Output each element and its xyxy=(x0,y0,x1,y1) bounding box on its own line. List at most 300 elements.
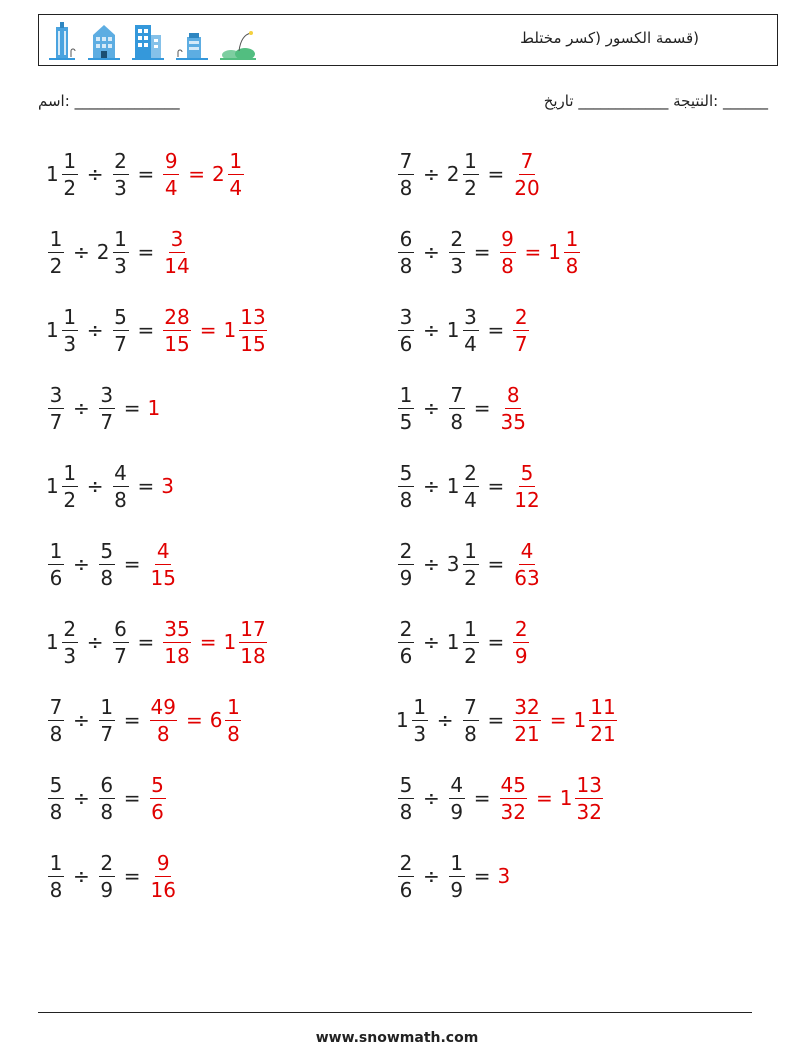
numerator: 1 xyxy=(464,148,477,173)
fraction xyxy=(239,304,266,356)
date-blank[interactable]: ______ xyxy=(723,92,768,110)
numerator: 5 xyxy=(520,460,534,485)
numerator: 1 xyxy=(100,694,114,719)
fraction xyxy=(62,148,78,200)
denominator: 18 xyxy=(240,643,266,668)
whole-number: 1 xyxy=(46,162,59,186)
problem-item xyxy=(46,612,269,672)
whole-number: 2 xyxy=(96,240,110,264)
numerator: 3 xyxy=(100,382,114,407)
fraction xyxy=(99,694,115,746)
numerator: 5 xyxy=(49,772,63,797)
fraction xyxy=(99,538,115,590)
divide-sign: ÷ xyxy=(73,786,90,810)
equals-sign: = xyxy=(137,318,155,342)
denominator: 15 xyxy=(164,331,190,356)
numerator: 11 xyxy=(590,694,616,719)
numerator: 1 xyxy=(63,460,77,485)
footer-url: www.snowmath.com xyxy=(315,1030,479,1046)
equals-sign: = xyxy=(487,630,505,654)
numerator: 7 xyxy=(520,148,534,173)
fraction xyxy=(398,304,414,356)
numerator: 32 xyxy=(514,694,540,719)
denominator: 8 xyxy=(464,721,477,746)
problem-item xyxy=(396,300,531,360)
denominator: 9 xyxy=(399,565,413,590)
denominator: 8 xyxy=(501,253,514,278)
divisor xyxy=(461,694,481,746)
numerator: 1 xyxy=(413,694,427,719)
denominator: 9 xyxy=(450,877,464,902)
numerator: 7 xyxy=(450,382,464,407)
denominator: 15 xyxy=(150,565,176,590)
whole-number: 3 xyxy=(161,474,174,498)
whole-number: 1 xyxy=(223,630,237,654)
fraction xyxy=(513,694,540,746)
denominator: 21 xyxy=(590,721,616,746)
whole-number: 1 xyxy=(396,708,409,732)
numerator: 1 xyxy=(399,382,413,407)
name-label: اسم: xyxy=(38,92,70,110)
denominator: 8 xyxy=(565,253,579,278)
name-line xyxy=(38,92,180,110)
equals-sign: = xyxy=(199,630,217,654)
denominator: 3 xyxy=(114,253,127,278)
divide-sign: ÷ xyxy=(86,318,104,342)
denominator: 6 xyxy=(399,331,413,356)
denominator: 63 xyxy=(514,565,540,590)
answer xyxy=(511,538,542,590)
numerator: 45 xyxy=(500,772,526,797)
numerator: 4 xyxy=(114,460,127,485)
denominator: 4 xyxy=(464,487,477,512)
equals-sign: = xyxy=(123,864,141,888)
fraction xyxy=(398,148,414,200)
fraction xyxy=(62,460,78,512)
equals-sign: = xyxy=(473,396,491,420)
denominator: 3 xyxy=(63,331,77,356)
denominator: 9 xyxy=(514,643,528,668)
divisor xyxy=(111,148,131,200)
problem-item xyxy=(46,846,179,906)
fraction xyxy=(48,772,64,824)
dividend xyxy=(46,304,80,356)
fraction xyxy=(513,304,529,356)
numerator: 9 xyxy=(501,226,514,251)
divide-sign: ÷ xyxy=(423,864,440,888)
fraction xyxy=(225,694,241,746)
answer xyxy=(161,226,192,278)
fraction xyxy=(564,226,580,278)
denominator: 32 xyxy=(576,799,602,824)
denominator: 2 xyxy=(49,253,63,278)
denominator: 4 xyxy=(464,331,477,356)
denominator: 8 xyxy=(399,487,413,512)
numerator: 1 xyxy=(49,226,63,251)
denominator: 35 xyxy=(500,409,526,434)
numerator: 28 xyxy=(164,304,190,329)
divisor xyxy=(97,772,117,824)
fraction xyxy=(500,226,516,278)
denominator: 7 xyxy=(514,331,528,356)
answer xyxy=(511,616,531,668)
numerator: 1 xyxy=(229,148,243,173)
numerator: 2 xyxy=(63,616,77,641)
divisor xyxy=(111,460,131,512)
numerator: 2 xyxy=(514,304,528,329)
dividend xyxy=(396,694,430,746)
fraction xyxy=(150,694,177,746)
denominator: 6 xyxy=(399,877,413,902)
numerator: 5 xyxy=(114,304,127,329)
fraction xyxy=(239,616,266,668)
fraction xyxy=(449,772,465,824)
fraction xyxy=(463,538,479,590)
denominator: 8 xyxy=(156,721,170,746)
answer xyxy=(148,538,179,590)
answer xyxy=(498,772,529,824)
denominator: 20 xyxy=(514,175,540,200)
denominator: 18 xyxy=(164,643,190,668)
denominator: 16 xyxy=(150,877,176,902)
problem-item xyxy=(46,690,243,750)
denominator: 6 xyxy=(399,643,413,668)
fraction xyxy=(398,538,414,590)
dividend xyxy=(46,772,66,824)
fraction xyxy=(163,148,179,200)
denominator: 8 xyxy=(49,721,63,746)
answer xyxy=(511,460,542,512)
fraction xyxy=(99,850,115,902)
problem-item xyxy=(46,144,246,204)
divide-sign: ÷ xyxy=(423,474,440,498)
fraction xyxy=(150,850,177,902)
divide-sign: ÷ xyxy=(73,396,90,420)
equals-sign: = xyxy=(137,240,155,264)
dividend xyxy=(396,460,416,512)
divide-sign: ÷ xyxy=(423,240,440,264)
dividend xyxy=(46,850,66,902)
fraction xyxy=(398,850,414,902)
whole-number: 1 xyxy=(446,474,460,498)
numerator: 2 xyxy=(450,226,464,251)
fraction xyxy=(449,382,465,434)
denominator: 6 xyxy=(49,565,63,590)
equals-sign: = xyxy=(487,318,505,342)
divisor xyxy=(446,148,481,200)
denominator: 8 xyxy=(100,565,114,590)
divisor xyxy=(97,538,117,590)
office-tower-icon xyxy=(131,21,165,61)
answer xyxy=(148,850,179,902)
denominator: 8 xyxy=(49,799,63,824)
fraction xyxy=(463,694,479,746)
problem-item xyxy=(46,456,175,516)
problem-item xyxy=(396,612,531,672)
fraction xyxy=(513,538,540,590)
fraction xyxy=(398,772,414,824)
answer xyxy=(161,148,181,200)
numerator: 2 xyxy=(399,616,413,641)
numerator: 1 xyxy=(49,538,63,563)
answer xyxy=(161,304,192,356)
fraction xyxy=(412,694,428,746)
dividend xyxy=(396,772,416,824)
divide-sign: ÷ xyxy=(423,552,440,576)
fraction xyxy=(449,226,465,278)
dividend xyxy=(46,616,80,668)
whole-number: 1 xyxy=(446,630,460,654)
denominator: 12 xyxy=(514,487,540,512)
denominator: 4 xyxy=(229,175,243,200)
problem-item xyxy=(396,768,605,828)
answer xyxy=(223,616,268,668)
fraction xyxy=(163,616,190,668)
answer xyxy=(511,304,531,356)
fraction xyxy=(48,694,64,746)
dividend xyxy=(396,616,416,668)
name-blank[interactable]: ______________ xyxy=(74,92,180,110)
denominator: 8 xyxy=(227,721,240,746)
denominator: 6 xyxy=(151,799,164,824)
fraction xyxy=(398,382,414,434)
office-building-icon xyxy=(87,21,121,61)
denominator: 4 xyxy=(164,175,178,200)
equals-sign: = xyxy=(487,162,505,186)
whole-number: 1 xyxy=(46,474,59,498)
fraction xyxy=(48,538,64,590)
fraction xyxy=(150,772,166,824)
dividend xyxy=(46,148,80,200)
denominator: 2 xyxy=(63,487,77,512)
numerator: 1 xyxy=(227,694,240,719)
answer xyxy=(212,148,246,200)
dividend xyxy=(396,226,416,278)
denominator: 2 xyxy=(63,175,77,200)
whole-number: 1 xyxy=(223,318,237,342)
denominator: 9 xyxy=(450,799,464,824)
equals-sign: = xyxy=(188,162,206,186)
denominator: 21 xyxy=(514,721,540,746)
divisor xyxy=(447,772,467,824)
numerator: 2 xyxy=(464,460,477,485)
answer xyxy=(573,694,618,746)
denominator: 3 xyxy=(63,643,77,668)
fraction xyxy=(48,226,64,278)
dividend xyxy=(396,850,416,902)
problem-item xyxy=(396,378,529,438)
divide-sign: ÷ xyxy=(73,240,90,264)
divisor xyxy=(97,694,117,746)
divide-sign: ÷ xyxy=(423,318,440,342)
denominator: 2 xyxy=(464,175,477,200)
answer xyxy=(548,226,582,278)
denominator: 2 xyxy=(464,643,477,668)
equals-sign: = xyxy=(549,708,567,732)
problem-item xyxy=(396,846,511,906)
equals-sign: = xyxy=(123,786,141,810)
divide-sign: ÷ xyxy=(73,708,90,732)
whole-number: 1 xyxy=(548,240,562,264)
equals-sign: = xyxy=(487,708,505,732)
numerator: 4 xyxy=(156,538,170,563)
date-score-line xyxy=(544,92,768,110)
numerator: 6 xyxy=(100,772,114,797)
denominator: 7 xyxy=(100,409,114,434)
whole-number: 2 xyxy=(446,162,460,186)
equals-sign: = xyxy=(199,318,217,342)
problem-item xyxy=(396,144,543,204)
fraction xyxy=(398,226,414,278)
problem-item xyxy=(396,690,619,750)
score-blank[interactable]: ____________ xyxy=(578,92,669,110)
divide-sign: ÷ xyxy=(423,786,440,810)
tall-building-icon xyxy=(47,21,77,61)
park-icon xyxy=(219,21,257,61)
fraction xyxy=(463,616,479,668)
fraction xyxy=(463,148,479,200)
divisor xyxy=(447,382,467,434)
equals-sign: = xyxy=(137,474,155,498)
denominator: 8 xyxy=(399,175,413,200)
dividend xyxy=(46,382,66,434)
numerator: 13 xyxy=(240,304,266,329)
header-box xyxy=(38,14,778,66)
numerator: 1 xyxy=(49,850,63,875)
small-house-icon xyxy=(175,21,209,61)
numerator: 1 xyxy=(565,226,579,251)
divide-sign: ÷ xyxy=(436,708,454,732)
numerator: 8 xyxy=(506,382,520,407)
equals-sign: = xyxy=(473,240,491,264)
denominator: 2 xyxy=(464,565,477,590)
problem-item xyxy=(396,222,582,282)
fraction xyxy=(113,148,129,200)
divisor xyxy=(447,850,467,902)
numerator: 35 xyxy=(164,616,190,641)
equals-sign: = xyxy=(137,162,155,186)
divisor xyxy=(446,460,481,512)
numerator: 7 xyxy=(464,694,477,719)
fraction xyxy=(398,460,414,512)
fraction xyxy=(48,850,64,902)
numerator: 1 xyxy=(464,616,477,641)
numerator: 2 xyxy=(514,616,528,641)
dividend xyxy=(46,694,66,746)
numerator: 1 xyxy=(114,226,127,251)
equals-sign: = xyxy=(185,708,203,732)
equals-sign: = xyxy=(487,552,505,576)
numerator: 13 xyxy=(576,772,602,797)
numerator: 7 xyxy=(399,148,413,173)
whole-number: 1 xyxy=(573,708,587,732)
answer xyxy=(511,694,542,746)
divide-sign: ÷ xyxy=(423,162,440,186)
denominator: 8 xyxy=(450,409,464,434)
fraction xyxy=(228,148,244,200)
denominator: 3 xyxy=(114,175,127,200)
denominator: 3 xyxy=(413,721,427,746)
denominator: 32 xyxy=(500,799,526,824)
problem-item xyxy=(46,378,161,438)
whole-number: 1 xyxy=(446,318,460,342)
dividend xyxy=(396,538,416,590)
numerator: 3 xyxy=(464,304,477,329)
score-label: النتيجة xyxy=(673,92,714,110)
equals-sign: = xyxy=(535,786,553,810)
numerator: 6 xyxy=(399,226,413,251)
denominator: 5 xyxy=(399,409,413,434)
fraction xyxy=(513,148,540,200)
divide-sign: ÷ xyxy=(86,162,104,186)
whole-number: 1 xyxy=(46,318,59,342)
answer xyxy=(161,616,192,668)
date-label: تاريخ: xyxy=(543,92,719,110)
dividend xyxy=(396,304,416,356)
equals-sign: = xyxy=(137,630,155,654)
fraction xyxy=(99,772,115,824)
denominator: 8 xyxy=(399,253,413,278)
numerator: 2 xyxy=(399,850,413,875)
denominator: 15 xyxy=(240,331,266,356)
fraction xyxy=(449,850,465,902)
denominator: 7 xyxy=(49,409,63,434)
numerator: 2 xyxy=(114,148,127,173)
answer xyxy=(148,396,162,420)
answer xyxy=(498,226,518,278)
denominator: 9 xyxy=(100,877,114,902)
answer xyxy=(161,474,175,498)
denominator: 8 xyxy=(100,799,114,824)
fraction xyxy=(113,304,129,356)
numerator: 5 xyxy=(100,538,114,563)
problem-item xyxy=(46,300,269,360)
problem-item xyxy=(396,534,543,594)
numerator: 5 xyxy=(399,772,413,797)
numerator: 17 xyxy=(240,616,266,641)
whole-number: 6 xyxy=(209,708,223,732)
dividend xyxy=(46,538,66,590)
whole-number: 3 xyxy=(497,864,511,888)
fraction xyxy=(113,460,129,512)
equals-sign: = xyxy=(473,786,491,810)
equals-sign: = xyxy=(487,474,505,498)
equals-sign: = xyxy=(524,240,542,264)
numerator: 4 xyxy=(450,772,464,797)
equals-sign: = xyxy=(123,708,141,732)
fraction xyxy=(575,772,602,824)
header-icons xyxy=(47,21,257,61)
divisor xyxy=(111,616,131,668)
divide-sign: ÷ xyxy=(423,630,440,654)
divisor xyxy=(96,226,131,278)
fraction xyxy=(99,382,115,434)
numerator: 3 xyxy=(49,382,63,407)
fraction xyxy=(513,460,540,512)
fraction xyxy=(463,304,479,356)
numerator: 3 xyxy=(170,226,184,251)
answer xyxy=(498,382,529,434)
whole-number: 1 xyxy=(147,396,161,420)
answer xyxy=(209,694,244,746)
divide-sign: ÷ xyxy=(86,630,104,654)
whole-number: 2 xyxy=(212,162,225,186)
numerator: 1 xyxy=(63,148,77,173)
dividend xyxy=(46,460,80,512)
denominator: 7 xyxy=(114,643,127,668)
denominator: 7 xyxy=(114,331,127,356)
problem-item xyxy=(46,534,179,594)
